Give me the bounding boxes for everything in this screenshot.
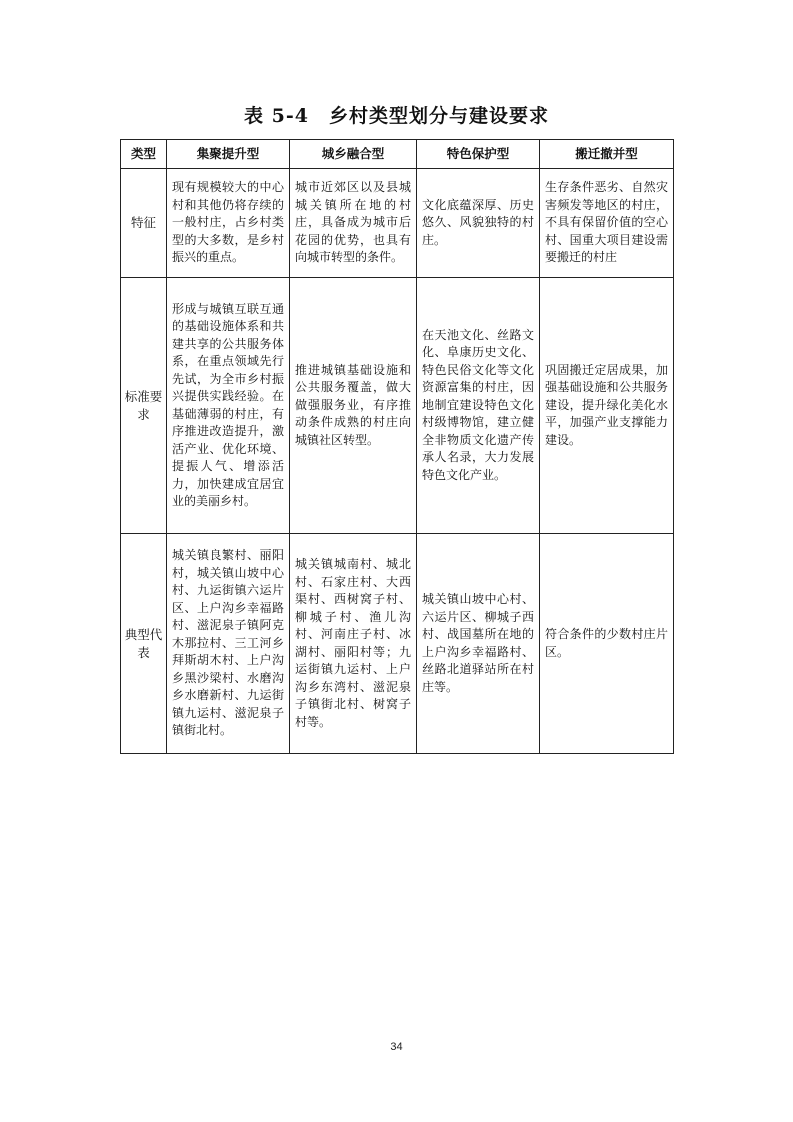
table-row [121,534,674,754]
header-type: 类型 [121,140,167,169]
header-relocation: 搬迁撤并型 [540,140,674,169]
table-row [121,278,674,534]
village-type-table [120,139,674,754]
table-cell: 城关镇山坡中心村、六运片区、柳城子西村、战国墓所在地的上户沟乡幸福路村、丝路北道驿站所在村庄等。 [417,534,540,754]
table-cell: 在天池文化、丝路文化、阜康历史文化、特色民俗文化等文化资源富集的村庄，因地制宜建设特色文化村级博物馆，建立健全非物质文化遗产传承人名录，大力发展特色文化产业。 [417,278,540,534]
page-number: 34 [390,1041,403,1053]
table-cell: 生存条件恶劣、自然灾害频发等地区的村庄，不具有保留价值的空心村、国重大项目建设需要搬迁的村庄 [540,169,674,278]
header-agglomeration: 集聚提升型 [167,140,290,169]
table-cell: 符合条件的少数村庄片区。 [540,534,674,754]
row-label: 标准要求 [121,278,167,534]
header-protection: 特色保护型 [417,140,540,169]
table-cell: 巩固搬迁定居成果，加强基础设施和公共服务建设，提升绿化美化水平，加强产业支撑能力建设。 [540,278,674,534]
header-urban-rural: 城乡融合型 [290,140,417,169]
table-cell: 城市近郊区以及县城城关镇所在地的村庄，具备成为城市后花园的优势，也具有向城市转型的条件。 [290,169,417,278]
header-row [121,140,674,169]
table-cell: 形成与城镇互联互通的基础设施体系和共建共享的公共服务体系，在重点领域先行先试，为全市乡村振兴提供实践经验。在基础薄弱的村庄，有序推进改造提升，激活产业、优化环境、提振人气、增添活力，加快建成宜居宜业的美丽乡村。 [167,278,290,534]
table-row [121,169,674,278]
table-cell: 城关镇良繁村、丽阳村，城关镇山坡中心村、九运街镇六运片区、上户沟乡幸福路村、滋泥泉子镇阿克木那拉村、三工河乡拜斯胡木村、上户沟乡黑沙梁村、水磨沟乡水磨新村、九运街镇九运村、滋泥泉子镇街北村。 [167,534,290,754]
row-label: 典型代表 [121,534,167,754]
table-cell: 城关镇城南村、城北村、石家庄村、大西渠村、西树窝子村、柳城子村、渔儿沟村、河南庄子村、冰湖村、丽阳村等；九运街镇九运村、上户沟乡东湾村、滋泥泉子镇街北村、树窝子村等。 [290,534,417,754]
table-cell: 推进城镇基础设施和公共服务覆盖，做大做强服务业，有序推动条件成熟的村庄向城镇社区转型。 [290,278,417,534]
table-cell: 现有规模较大的中心村和其他仍将存续的一般村庄，占乡村类型的大多数，是乡村振兴的重点。 [167,169,290,278]
table-cell: 文化底蕴深厚、历史悠久、风貌独特的村庄。 [417,169,540,278]
table-title: 表 5-4 乡村类型划分与建设要求 [244,105,549,127]
row-label: 特征 [121,169,167,278]
